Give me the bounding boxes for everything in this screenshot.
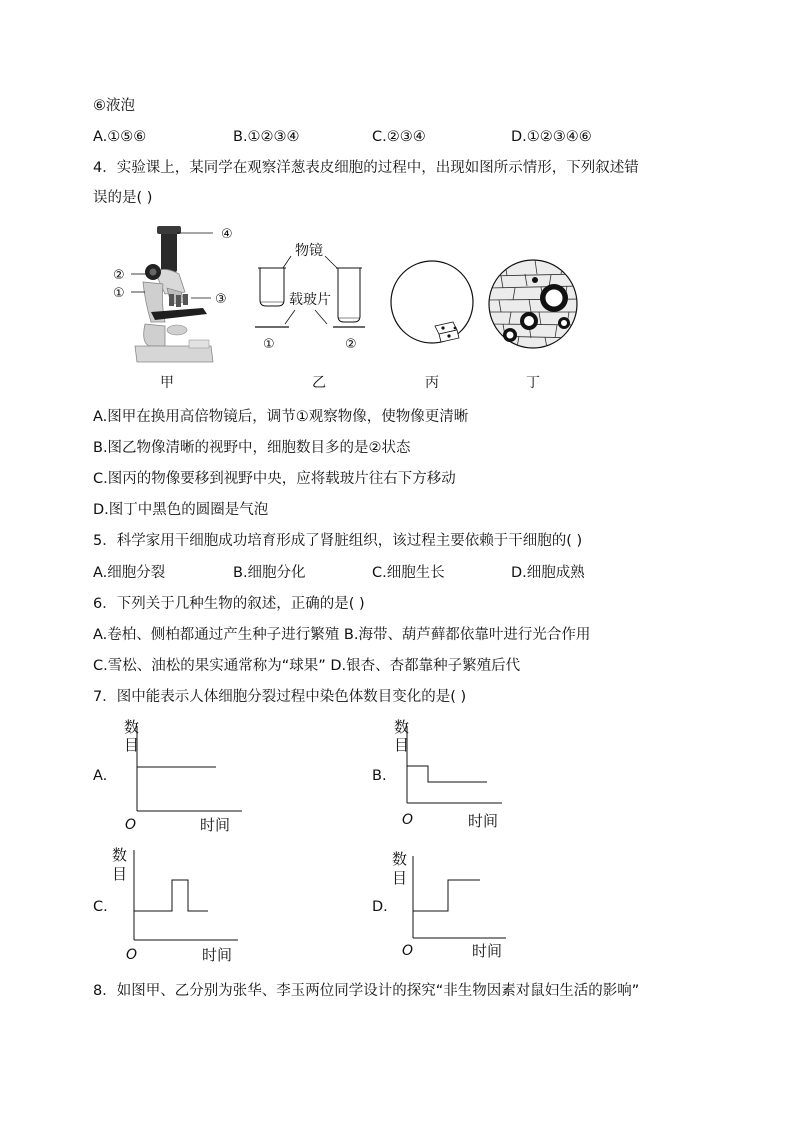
graph-d-ylabel-top: 数 xyxy=(392,850,408,868)
q5-option-a[interactable]: A.细胞分裂 xyxy=(93,565,166,581)
objective-label: 物镜 xyxy=(295,243,323,259)
yi-label-2: ② xyxy=(345,337,357,352)
q5-option-d[interactable]: D.细胞成熟 xyxy=(511,565,585,581)
q7-graph-d[interactable] xyxy=(388,846,528,966)
q5-option-c[interactable]: C.细胞生长 xyxy=(372,565,445,581)
graph-b-origin: O xyxy=(402,812,414,828)
graph-a-ylabel-top: 数 xyxy=(124,718,140,736)
microscope-illustration xyxy=(135,226,213,362)
graph-a-xlabel: 时间 xyxy=(200,816,231,834)
field-of-view-bing xyxy=(391,261,473,343)
microscope-label-2: ② xyxy=(113,268,125,283)
graph-b-ylabel-top: 数 xyxy=(394,718,410,736)
caption-yi: 乙 xyxy=(312,375,326,391)
graph-c-ylabel-top: 数 xyxy=(112,846,128,864)
q7-option-a-label[interactable]: A. xyxy=(93,768,108,784)
graph-d-xlabel: 时间 xyxy=(472,942,503,960)
q4-stem-line1: 4．实验课上，某同学在观察洋葱表皮细胞的过程中，出现如图所示情形，下列叙述错 xyxy=(93,160,639,176)
graph-d-line xyxy=(413,880,480,911)
caption-bing: 丙 xyxy=(425,375,439,391)
q7-stem: 7．图中能表示人体细胞分裂过程中染色体数目变化的是( ) xyxy=(93,689,467,705)
q4-figure xyxy=(105,222,585,397)
graph-d-ylabel-bottom: 目 xyxy=(392,869,408,887)
q4-option-a[interactable]: A.图甲在换用高倍物镜后，调节①观察物像，使物像更清晰 xyxy=(93,409,469,425)
q5-option-b[interactable]: B.细胞分化 xyxy=(233,565,306,581)
graph-c-origin: O xyxy=(126,947,138,963)
q4-option-b[interactable]: B.图乙物像清晰的视野中，细胞数目多的是②状态 xyxy=(93,440,411,456)
field-of-view-ding xyxy=(489,260,581,348)
microscope-label-4: ④ xyxy=(221,227,233,242)
graph-d-origin: O xyxy=(402,943,414,959)
q6-stem: 6．下列关于几种生物的叙述，正确的是( ) xyxy=(93,596,365,612)
q3-option-b[interactable]: B.①②③④ xyxy=(233,129,300,145)
q7-graph-a[interactable] xyxy=(112,716,252,836)
q4-option-d[interactable]: D.图丁中黑色的圆圈是气泡 xyxy=(93,502,269,518)
q8-stem: 8．如图甲、乙分别为张华、李玉两位同学设计的探究“非生物因素对鼠妇生活的影响” xyxy=(93,983,640,999)
q3-item6: ⑥液泡 xyxy=(93,98,135,114)
microscope-label-3: ③ xyxy=(215,292,227,307)
slide-label: 载玻片 xyxy=(289,292,331,308)
q7-option-c-label[interactable]: C. xyxy=(93,899,108,915)
q3-option-a[interactable]: A.①⑤⑥ xyxy=(93,129,147,145)
q5-stem: 5．科学家用干细胞成功培育形成了肾脏组织，该过程主要依赖于干细胞的( ) xyxy=(93,533,583,549)
graph-b-ylabel-bottom: 目 xyxy=(394,736,410,754)
q7-option-b-label[interactable]: B. xyxy=(372,768,387,784)
microscope-label-1: ① xyxy=(113,286,125,301)
graph-c-line xyxy=(134,880,208,911)
caption-jia: 甲 xyxy=(160,375,174,391)
q4-option-c[interactable]: C.图丙的物像要移到视野中央，应将载玻片往右下方移动 xyxy=(93,471,456,487)
graph-a-origin: O xyxy=(125,817,137,833)
q3-option-d[interactable]: D.①②③④⑥ xyxy=(511,129,592,145)
caption-ding: 丁 xyxy=(526,375,540,391)
yi-label-1: ① xyxy=(263,337,275,352)
q3-option-c[interactable]: C.②③④ xyxy=(372,129,426,145)
graph-b-line xyxy=(407,766,487,782)
objective-diagram xyxy=(255,242,365,352)
graph-b-xlabel: 时间 xyxy=(468,812,499,830)
q4-stem-line2: 误的是( ) xyxy=(93,190,153,206)
q6-options-line1[interactable]: A.卷柏、侧柏都通过产生种子进行繁殖 B.海带、葫芦藓都依靠叶进行光合作用 xyxy=(93,627,591,643)
q7-option-d-label[interactable]: D. xyxy=(372,899,388,915)
q7-graph-c[interactable] xyxy=(108,842,248,966)
q6-options-line2[interactable]: C.雪松、油松的果实通常称为“球果” D.银杏、杏都靠种子繁殖后代 xyxy=(93,658,521,674)
graph-c-ylabel-bottom: 目 xyxy=(112,865,128,883)
graph-c-xlabel: 时间 xyxy=(202,946,233,964)
graph-a-ylabel-bottom: 目 xyxy=(124,736,140,754)
q7-graph-b[interactable] xyxy=(382,716,522,836)
